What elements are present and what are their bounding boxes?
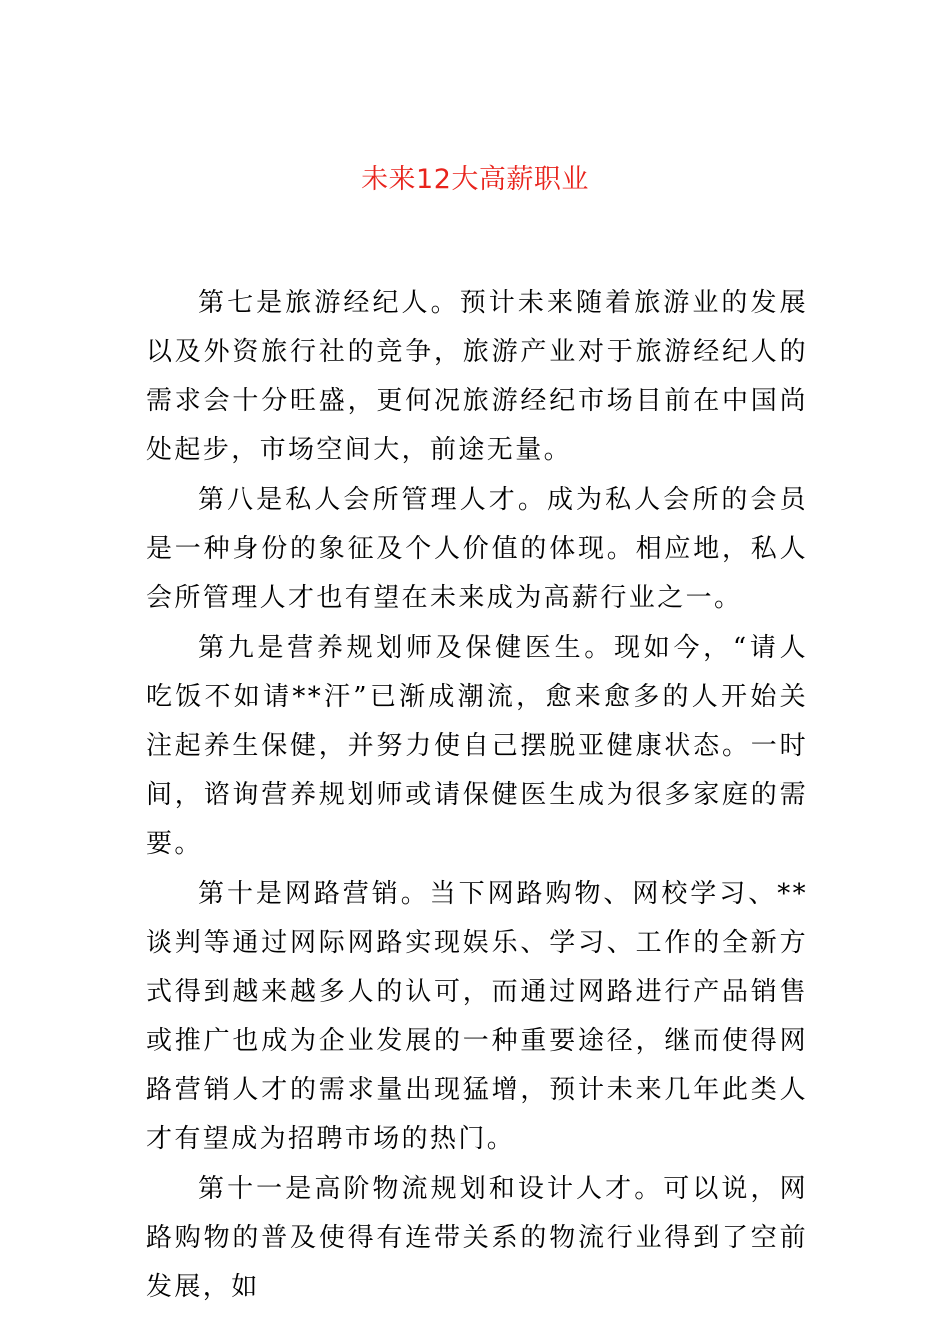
- paragraph-nutrition-planner: 第九是营养规划师及保健医生。现如今，“请人吃饭不如请**汗”已渐成潮流，愈来愈多的人开始关注起养生保健，并努力使自己摆脱亚健康状态。一时间，谘询营养规划师或请保健医生成为很多家庭的需要。: [146, 633, 808, 859]
- paragraph-online-marketing: 第十是网路营销。当下网路购物、网校学习、**谈判等通过网际网路实现娱乐、学习、工作的全新方式得到越来越多人的认可，而通过网路进行产品销售或推广也成为企业发展的一种重要途径，继而使得网路营销人才的需求量出现猛增，预计未来几年此类人才有望成为招聘市场的热门。: [146, 879, 808, 1154]
- paragraph-logistics-planner: 第十一是高阶物流规划和设计人才。可以说，网路购物的普及使得有连带关系的物流行业得到了空前发展，如: [146, 1174, 808, 1302]
- document-body: [146, 279, 808, 1312]
- paragraph-private-club-manager: 第八是私人会所管理人才。成为私人会所的会员是一种身份的象征及个人价值的体现。相应地，私人会所管理人才也有望在未来成为高薪行业之一。: [146, 485, 808, 613]
- document-title: 未来12大高薪职业: [361, 164, 589, 195]
- paragraph-tourism-agent: 第七是旅游经纪人。预计未来随着旅游业的发展以及外资旅行社的竞争，旅游产业对于旅游经纪人的需求会十分旺盛，更何况旅游经纪市场目前在中国尚处起步，市场空间大，前途无量。: [146, 288, 808, 465]
